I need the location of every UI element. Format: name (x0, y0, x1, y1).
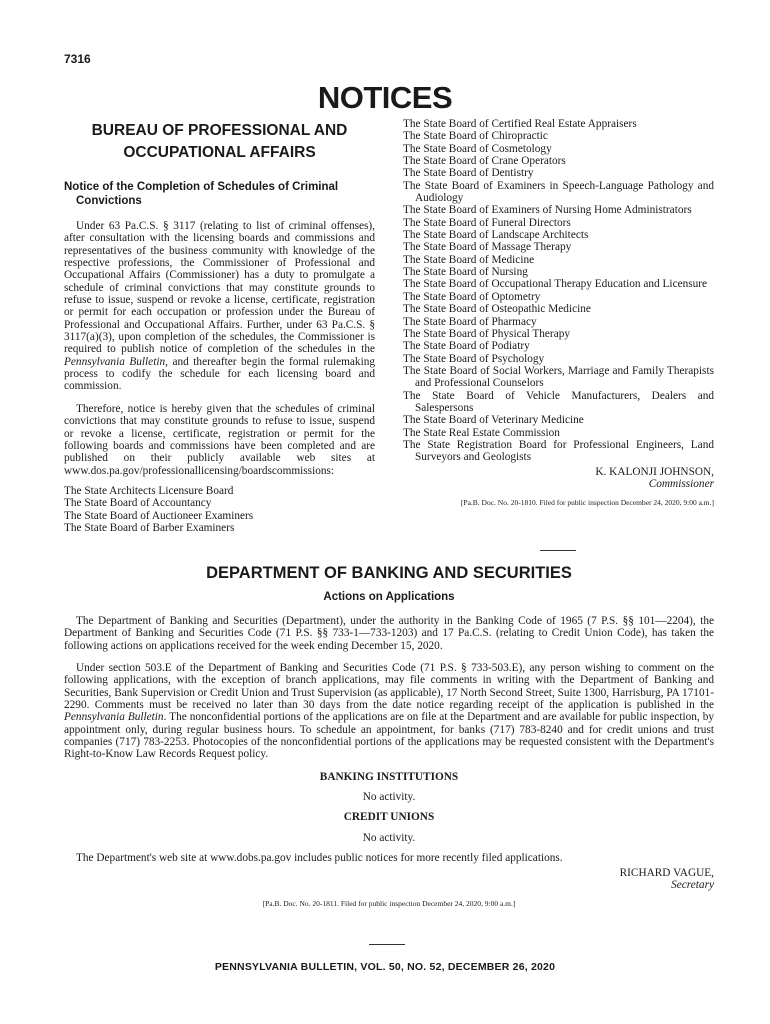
board-list-item: The State Board of Examiners of Nursing Home Administrators (403, 204, 692, 217)
board-list-item: The State Board of Examiners in Speech-Language Pathology and Audiology (403, 179, 714, 205)
bureau-signer-title: Commissioner (648, 477, 714, 490)
banking-paragraph-2-emphasis: Pennsylvania Bulletin (64, 711, 164, 724)
board-list-item: The State Board of Podiatry (403, 340, 530, 353)
bureau-paragraph-1 (64, 220, 375, 393)
banking-section (64, 564, 714, 908)
board-list-item: The State Board of Massage Therapy (403, 241, 572, 254)
banking-web-note: The Department's web site at www.dobs.pa.gov includes public notices for more recently filed applications. (76, 852, 563, 865)
banking-paragraph-2-text-b: . The nonconfidential portions of the applications are on file at the Department and are available for public inspection, by appointment only, during regular business hours. To schedule an appointment, for banks (717) 783-8240 and for credit unions and trust companies (717) 783-2253. Photocopies of the nonconfidential portions of the applications may be requested consistent with the Department's Right-to-Know Law Records Request policy. (64, 711, 714, 761)
banking-title: DEPARTMENT OF BANKING AND SECURITIES (206, 564, 572, 582)
board-list-item: The State Registration Board for Professional Engineers, Land Surveyors and Geologists (403, 438, 714, 464)
bureau-title-line2: OCCUPATIONAL AFFAIRS (123, 144, 316, 161)
board-list-item: The State Real Estate Commission (403, 426, 560, 439)
boards-list-right (403, 118, 714, 464)
bureau-paragraph-1-text-a: Under 63 Pa.C.S. § 3117 (relating to list of criminal offenses), after consultation with the licensing boards and commissions and representatives of the business community with knowledge of the respective professions, the Commissioner of Professional and Occupational Affairs (Commissioner) has a duty to promulgate a schedule of criminal convictions that may constitute grounds to refuse to issue, suspend or revoke a license, certificate, registration or permit for each occupation or profession under the Bureau of Professional and Occupational Affairs. Further, under 63 Pa.C.S. § 3117(a)(3), upon completion of the schedules, the Commissioner is required to publish notice of completion of the schedules in the (64, 220, 375, 356)
board-list-item: The State Board of Barber Examiners (64, 521, 235, 534)
notice-title: Notice of the Completion of Schedules of Criminal Convictions (64, 181, 339, 207)
board-list-item: The State Board of Osteopathic Medicine (403, 303, 591, 316)
bureau-paragraph-1-emphasis: Pennsylvania Bulletin (64, 355, 166, 368)
banking-filed-note: [Pa.B. Doc. No. 20-1811. Filed for public inspection December 24, 2020, 9:00 a.m.] (262, 899, 516, 909)
section-heading-banking-institutions: BANKING INSTITUTIONS (319, 770, 459, 783)
board-list-item: The State Board of Cosmetology (403, 142, 552, 155)
board-list-item: The State Board of Funeral Directors (403, 216, 571, 229)
board-list-item: The State Board of Optometry (403, 290, 541, 303)
board-list-item: The State Board of Pharmacy (403, 315, 537, 328)
board-list-item: The State Board of Accountancy (64, 497, 212, 510)
banking-subtitle: Actions on Applications (323, 591, 455, 603)
board-list-item: The State Board of Crane Operators (403, 155, 566, 168)
board-list-item: The State Board of Physical Therapy (403, 327, 571, 340)
board-list-item: The State Board of Medicine (403, 253, 535, 266)
board-list-item: The State Board of Landscape Architects (403, 229, 589, 242)
board-list-item: The State Board of Vehicle Manufacturers, Dealers and Salespersons (403, 389, 714, 414)
divider-rule (369, 944, 405, 945)
banking-signer: RICHARD VAGUE, (619, 866, 714, 879)
board-list-item: The State Board of Nursing (403, 266, 528, 279)
bureau-signer: K. KALONJI JOHNSON, (595, 465, 714, 478)
banking-institutions-activity: No activity. (362, 791, 416, 804)
bureau-notice-left-column (64, 120, 375, 534)
section-heading-credit-unions: CREDIT UNIONS (343, 811, 435, 824)
board-list-item: The State Board of Veterinary Medicine (403, 414, 584, 427)
divider-rule (540, 550, 576, 551)
bureau-paragraph-1-text-b: , and thereafter begin the formal rulemaking process to codify the schedule for each licensing board and commission. (64, 355, 376, 393)
banking-signer-title: Secretary (671, 878, 714, 891)
board-list-item: The State Board of Chiropractic (403, 130, 548, 143)
banking-paragraph-2 (64, 662, 714, 761)
board-list-item: The State Board of Dentistry (403, 167, 534, 180)
board-list-item: The State Board of Certified Real Estate Appraisers (403, 118, 637, 130)
board-list-item: The State Board of Auctioneer Examiners (64, 509, 254, 522)
page-number: 7316 (64, 52, 91, 66)
bureau-notice-right-column (403, 118, 714, 508)
banking-paragraph-1: The Department of Banking and Securities (Department), under the authority in the Banking Code of 1965 (7 P.S. §§ 101—2204), the Department of Banking and Securities Code (71 P.S. §§ 733-1—733-1203) and 17 Pa.C.S. (relating to Credit Union Code), has taken the following actions on applications received for the week ending December 15, 2020. (64, 615, 714, 652)
board-list-item: The State Architects Licensure Board (64, 484, 234, 497)
boards-list-left (64, 485, 375, 534)
board-list-item: The State Board of Psychology (403, 352, 545, 365)
bureau-paragraph-2: Therefore, notice is hereby given that the schedules of criminal convictions that may constitute grounds to refuse to issue, suspend or revoke a license, certificate, registration or permit for the following boards and commissions have been completed and are published on their publicly available web sites at www.dos.pa.gov/professionallicensing/boardscommissions: (64, 402, 375, 477)
bureau-filed-note: [Pa.B. Doc. No. 20-1810. Filed for public inspection December 24, 2020, 9:00 a.m.] (460, 498, 714, 508)
board-list-item: The State Board of Social Workers, Marriage and Family Therapists and Professional Counselors (403, 364, 714, 390)
bulletin-footer: PENNSYLVANIA BULLETIN, VOL. 50, NO. 52, DECEMBER 26, 2020 (214, 961, 556, 973)
page-title: NOTICES (317, 80, 453, 115)
bureau-title (64, 120, 375, 164)
credit-unions-activity: No activity. (362, 831, 416, 844)
board-list-item: The State Board of Occupational Therapy Education and Licensure (403, 278, 708, 291)
banking-paragraph-2-text-a: Under section 503.E of the Department of Banking and Securities Code (71 P.S. § 733-503.E), any person wishing to comment on the following applications, with the exception of branch applications, may file comments in writing with the Department of Banking and Securities, Bank Supervision or Credit Union and Trust Supervision (as applicable), 17 North Second Street, Suite 1300, Harrisburg, PA 17101-2290. Comments must be received no later than 30 days from the date notice regarding receipt of the application is published in the (64, 662, 714, 712)
bureau-title-line1: BUREAU OF PROFESSIONAL AND (91, 122, 348, 139)
